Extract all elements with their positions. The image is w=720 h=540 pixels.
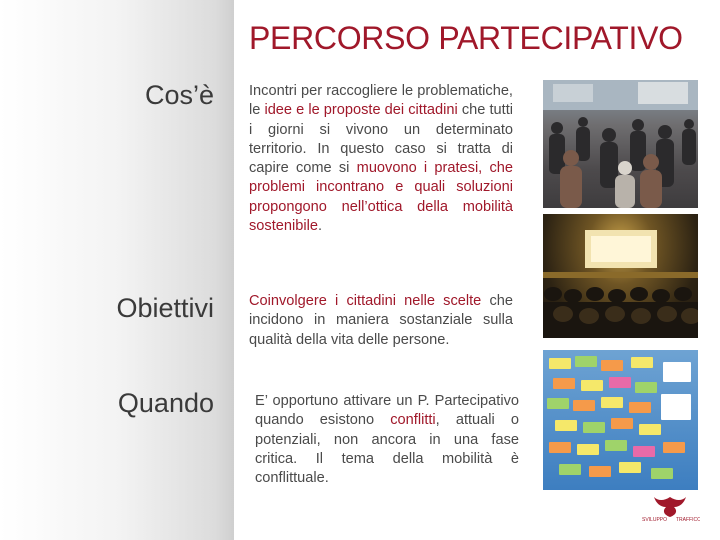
crowd-photo — [543, 80, 698, 208]
sticky-note — [549, 358, 571, 369]
sticky-note — [581, 380, 603, 391]
body-text: che incidono in maniera sostanziale sulla qualità della vita delle persone. — [249, 293, 513, 348]
svg-text:TRAFFICO: TRAFFICO — [676, 517, 700, 523]
sticky-note — [583, 422, 605, 433]
body-text: che tutti i giorni si vivono un determinato territorio. In questo caso si tratta di capire come si — [249, 102, 513, 177]
body-text: , attuali o potenziali, non ancora in una fase critica. Il tema della mobilità è conflittuale. — [255, 412, 519, 487]
body-text: Incontri per raccogliere le problematiche, le — [249, 83, 513, 119]
section-text-cose — [249, 82, 513, 236]
sticky-note — [559, 464, 581, 475]
sticky-note — [547, 398, 569, 409]
sticky-note — [605, 440, 627, 451]
slide-title: PERCORSO PARTECIPATIVO — [249, 20, 683, 56]
sticky-note — [633, 446, 655, 457]
section-label-obiettivi: Obiettivi — [116, 293, 214, 323]
section-label-cose: Cos’è — [144, 80, 214, 110]
sticky-note — [601, 397, 623, 408]
highlighted-text: muovono i pratesi, che problemi incontrano e quali soluzioni propongono nell’ottica della mobilità sostenibile — [249, 160, 513, 235]
sticky-note — [661, 394, 691, 420]
sticky-note — [553, 378, 575, 389]
svg-text:SVILUPPO: SVILUPPO — [642, 517, 668, 523]
highlighted-text: conflitti — [390, 412, 436, 429]
sticky-note — [609, 377, 631, 388]
conference-photo — [543, 214, 698, 338]
sticky-note — [635, 382, 657, 393]
sticky-note — [631, 357, 653, 368]
body-text: E’ opportuno attivare un P. Partecipativo quando esistono — [255, 393, 519, 429]
sticky-note — [589, 466, 611, 477]
sticky-note — [555, 420, 577, 431]
section-text-obiettivi — [249, 292, 513, 350]
sticky-note — [549, 442, 571, 453]
section-text-quando — [255, 392, 519, 488]
sticky-note — [611, 418, 633, 429]
sviluppo-traffico-logo — [640, 495, 700, 527]
sticky-note — [639, 424, 661, 435]
board-photo — [543, 350, 698, 490]
highlighted-text: Coinvolgere i cittadini nelle scelte — [249, 293, 482, 309]
crowd-photo-art — [543, 80, 698, 208]
logo-mark — [640, 495, 700, 527]
sticky-note — [573, 400, 595, 411]
sticky-note — [577, 444, 599, 455]
sticky-note — [601, 360, 623, 371]
conference-photo-art — [543, 214, 698, 338]
sticky-note — [663, 362, 691, 382]
body-text: . — [317, 218, 323, 235]
sticky-note — [663, 442, 685, 453]
sticky-note — [619, 462, 641, 473]
sticky-note — [629, 402, 651, 413]
sticky-note — [651, 468, 673, 479]
highlighted-text: idee e le proposte dei cittadini — [264, 102, 458, 119]
section-label-quando: Quando — [117, 388, 214, 418]
sticky-note — [575, 356, 597, 367]
